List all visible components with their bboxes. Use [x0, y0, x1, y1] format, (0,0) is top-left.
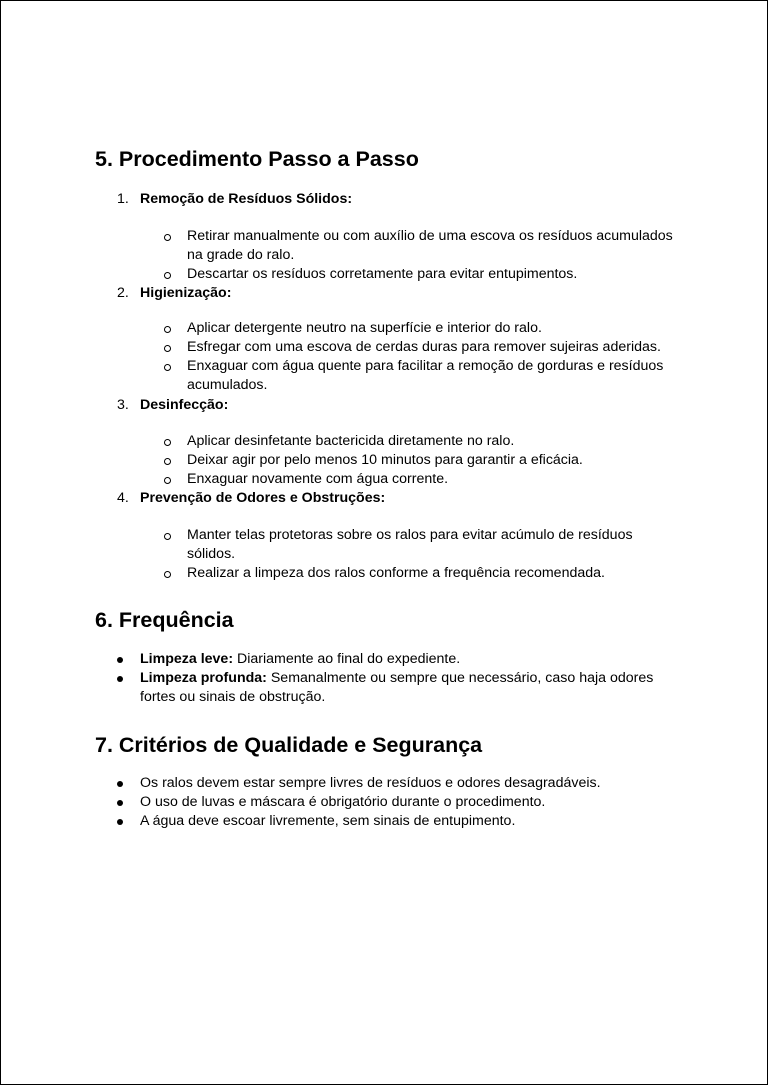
- step-4-number: 4.: [117, 490, 129, 506]
- filled-bullet-icon: [117, 657, 123, 663]
- frequency-item-2-text: Semanalmente ou sempre que necessário, caso haja odores: [266, 670, 654, 686]
- filled-bullet-icon: [117, 800, 123, 806]
- section-7-heading: 7. Critérios de Qualidade e Segurança: [95, 733, 483, 757]
- step-1-title: Remoção de Resíduos Sólidos:: [140, 191, 353, 207]
- quality-item-3: A água deve escoar livremente, sem sinais de entupimento.: [140, 813, 516, 829]
- step-4-item-2: Realizar a limpeza dos ralos conforme a frequência recomendada.: [187, 565, 605, 581]
- step-1-number: 1.: [117, 191, 129, 207]
- hollow-bullet-icon: [164, 439, 171, 446]
- step-2-item-2: Esfregar com uma escova de cerdas duras para remover sujeiras aderidas.: [187, 339, 661, 355]
- step-2-item-3-line-1: Enxaguar com água quente para facilitar a remoção de gorduras e resíduos: [187, 358, 664, 374]
- filled-bullet-icon: [117, 781, 123, 787]
- hollow-bullet-icon: [164, 477, 171, 484]
- step-2-item-3-line-2: acumulados.: [187, 377, 268, 393]
- step-1-item-1-line-2: na grade do ralo.: [187, 247, 295, 263]
- frequency-item-2-line-2: fortes ou sinais de obstrução.: [140, 689, 326, 705]
- quality-item-2: O uso de luvas e máscara é obrigatório durante o procedimento.: [140, 794, 546, 810]
- filled-bullet-icon: [117, 819, 123, 825]
- step-2-number: 2.: [117, 285, 129, 301]
- frequency-item-2: [140, 669, 653, 688]
- hollow-bullet-icon: [164, 364, 171, 371]
- step-3-item-3: Enxaguar novamente com água corrente.: [187, 471, 449, 487]
- step-3-item-1: Aplicar desinfetante bactericida diretamente no ralo.: [187, 433, 515, 449]
- frequency-item-1-text: Diariamente ao final do expediente.: [233, 651, 461, 667]
- step-1-item-2: Descartar os resíduos corretamente para evitar entupimentos.: [187, 266, 578, 282]
- hollow-bullet-icon: [164, 458, 171, 465]
- step-2-title: Higienização:: [140, 285, 232, 301]
- frequency-item-2-label: Limpeza profunda:: [140, 670, 267, 686]
- hollow-bullet-icon: [164, 571, 171, 578]
- step-4-item-1-line-1: Manter telas protetoras sobre os ralos para evitar acúmulo de resíduos: [187, 527, 633, 543]
- step-2-item-1: Aplicar detergente neutro na superfície e interior do ralo.: [187, 320, 542, 336]
- section-6-heading: 6. Frequência: [95, 608, 234, 632]
- hollow-bullet-icon: [164, 272, 171, 279]
- hollow-bullet-icon: [164, 533, 171, 540]
- step-4-item-1-line-2: sólidos.: [187, 546, 236, 562]
- frequency-item-1: [140, 650, 460, 669]
- section-5-heading: 5. Procedimento Passo a Passo: [95, 147, 419, 171]
- hollow-bullet-icon: [164, 234, 171, 241]
- hollow-bullet-icon: [164, 345, 171, 352]
- quality-item-1: Os ralos devem estar sempre livres de resíduos e odores desagradáveis.: [140, 775, 601, 791]
- step-3-item-2: Deixar agir por pelo menos 10 minutos para garantir a eficácia.: [187, 452, 583, 468]
- filled-bullet-icon: [117, 676, 123, 682]
- step-4-title: Prevenção de Odores e Obstruções:: [140, 490, 386, 506]
- step-3-number: 3.: [117, 397, 129, 413]
- frequency-item-1-label: Limpeza leve:: [140, 651, 234, 667]
- step-1-item-1-line-1: Retirar manualmente ou com auxílio de uma escova os resíduos acumulados: [187, 228, 673, 244]
- hollow-bullet-icon: [164, 326, 171, 333]
- step-3-title: Desinfecção:: [140, 397, 229, 413]
